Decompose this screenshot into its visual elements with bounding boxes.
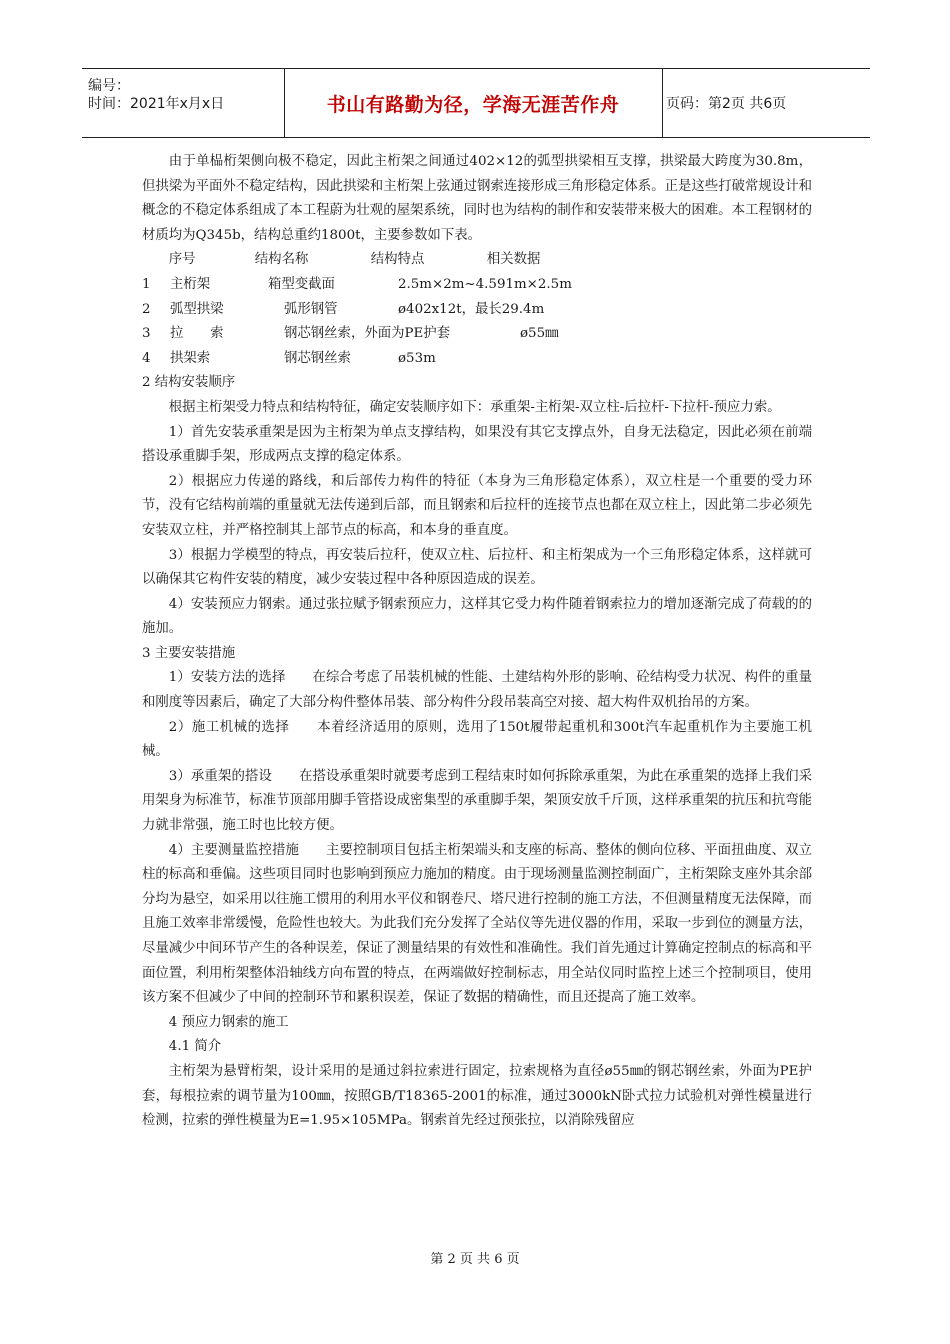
table-cell: 钢芯钢丝索 — [284, 350, 351, 366]
table-row — [142, 347, 812, 372]
document-body — [142, 150, 812, 1134]
paragraph: 3）根据力学模型的特点，再安装后拉秆，使双立柱、后拉杆、和主桁架成为一个三角形稳定体系，这样就可以确保其它构件安装的精度，减少安装过程中各种原因造成的误差。 — [142, 547, 812, 588]
paragraph: 主桁架为悬臂桁架，设计采用的是通过斜拉索进行固定，拉索规格为直径ø55㎜的钢芯钢丝索，外面为PE护套，每根拉索的调节量为100㎜，按照GB/T18365-2001的标准，通过3000kN卧式拉力试验机对弹性模量进行检测，拉索的弹性模量为E=1.95×105MPa。钢索首先经过预张拉，以消除残留应 — [142, 1063, 812, 1129]
header-left-cell — [82, 69, 285, 137]
page-code: 页码：第2页 共6页 — [666, 96, 787, 112]
number-label: 编号： — [88, 78, 130, 94]
table-header-cell: 序号 — [168, 252, 196, 268]
table-header-cell: 结构特点 — [370, 252, 425, 268]
page-footer — [0, 1248, 950, 1267]
paragraph: 4）主要测量监控措施 主要控制项目包括主桁架端头和支座的标高、整体的侧向位移、平面扭曲度、双立柱的标高和垂偏。这些项目同时也影响到预应力施加的精度。由于现场测量监测控制面广，主桁架除支座外其余部分均为悬空，如采用以往施工惯用的利用水平仪和钢卷尺、塔尺进行控制的施工方法，不但测量精度无法保障，而且施工效率非常缓慢，危险性也较大。为此我们充分发挥了全站仪等先进仪器的作用，采取一步到位的测量方法，尽量减少中间环节产生的各种误差，保证了测量结果的有效性和准确性。我们首先通过计算确定控制点的标高和平面位置，利用桁架整体沿轴线方向布置的特点，在两端做好控制标志，用全站仪同时监控上述三个控制项目，使用该方案不但减少了中间的控制环节和累积误差，保证了数据的精确性，而且还提高了施工效率。 — [142, 842, 812, 1006]
table-cell: 1 — [142, 276, 151, 292]
table-header-cell: 结构名称 — [254, 252, 309, 268]
section-heading: 3 主要安装措施 — [142, 645, 236, 661]
table-cell: 2 — [142, 301, 151, 317]
table-cell: 弧形钢管 — [284, 301, 338, 317]
table-row — [142, 298, 812, 323]
paragraph: 2）根据应力传递的路线，和后部传力构件的特征（本身为三角形稳定体系），双立柱是一个重要的受力环节，没有它结构前端的重量就无法传递到后部，而且钢索和后拉杆的连接节点也都在双立柱上，因此第二步必须先安装双立柱，并严格控制其上部节点的标高，和本身的垂直度。 — [142, 473, 812, 538]
table-cell: 4 — [142, 350, 151, 366]
header-right-cell — [662, 69, 870, 137]
date-label: 时间：2021年x月x日 — [88, 96, 225, 112]
paragraph: 3）承重架的搭设 在搭设承重架时就要考虑到工程结束时如何拆除承重架，为此在承重架的选择上我们采用架身为标准节，标准节顶部用脚手管搭设成密集型的承重脚手架，架顶安放千斤顶，这样承重架的抗压和抗弯能力就非常强，施工时也比较方便。 — [142, 768, 812, 834]
paragraph: 2）施工机械的选择 本着经济适用的原则，选用了150t履带起重机和300t汽车起重机作为主要施工机械。 — [142, 719, 812, 760]
table-cell: 弧型拱梁 — [170, 301, 224, 317]
table-cell: 拉 索 — [170, 326, 224, 342]
table-cell: ø402x12t，最长29.4m — [398, 301, 545, 317]
subsection-heading: 4.1 简介 — [168, 1039, 222, 1055]
parameter-table — [142, 248, 812, 371]
paragraph: 1）首先安装承重架是因为主桁架为单点支撑结构，如果没有其它支撑点外，自身无法稳定，因此必须在前端搭设承重脚手架，形成两点支撑的稳定体系。 — [142, 424, 812, 465]
page-header — [82, 68, 870, 138]
table-cell: 2.5m×2m~4.591m×2.5m — [398, 276, 572, 292]
table-cell: ø55㎜ — [520, 326, 559, 342]
table-header-cell: 相关数据 — [486, 252, 541, 268]
footer-page-number: 第 2 页 共 6 页 — [430, 1252, 520, 1267]
paragraph: 根据主桁架受力特点和结构特征，确定安装顺序如下：承重架-主桁架-双立柱-后拉杆-下拉杆-预应力索。 — [168, 399, 781, 415]
table-cell: 3 — [142, 326, 151, 342]
table-cell: 主桁架 — [170, 276, 211, 292]
table-cell: 箱型变截面 — [268, 276, 335, 292]
header-middle-cell — [284, 69, 663, 137]
table-cell: ø53m — [398, 350, 436, 366]
paragraph: 4）安装预应力钢索。通过张拉赋予钢索预应力，这样其它受力构件随着钢索拉力的增加逐渐完成了荷载的的施加。 — [142, 596, 812, 637]
table-header-row — [142, 248, 812, 273]
table-cell: 拱架索 — [170, 350, 211, 366]
intro-paragraph: 由于单榀桁架侧向极不稳定，因此主桁架之间通过402×12的弧型拱梁相互支撑，拱梁最大跨度为30.8m，但拱梁为平面外不稳定结构，因此拱梁和主桁架上弦通过钢索连接形成三角形稳定体系。正是这些打破常规设计和概念的不稳定体系组成了本工程蔚为壮观的屋架系统，同时也为结构的制作和安装带来极大的困难。本工程钢材的材质均为Q345b，结构总重约1800t，主要参数如下表。 — [142, 154, 812, 243]
section-heading: 2 结构安装顺序 — [142, 375, 236, 391]
motto: 书山有路勤为径，学海无涯苦作舟 — [326, 93, 620, 116]
paragraph: 1）安装方法的选择 在综合考虑了吊装机械的性能、土建结构外形的影响、砼结构受力状况、构件的重量和刚度等因素后，确定了大部分构件整体吊装、部分构件分段吊装高空对接、超大构件双机抬吊的方案。 — [142, 670, 812, 711]
table-row — [142, 273, 812, 298]
table-row — [142, 322, 812, 347]
section-heading: 4 预应力钢索的施工 — [168, 1014, 289, 1030]
table-cell: 钢芯钢丝索，外面为PE护套 — [284, 326, 451, 342]
